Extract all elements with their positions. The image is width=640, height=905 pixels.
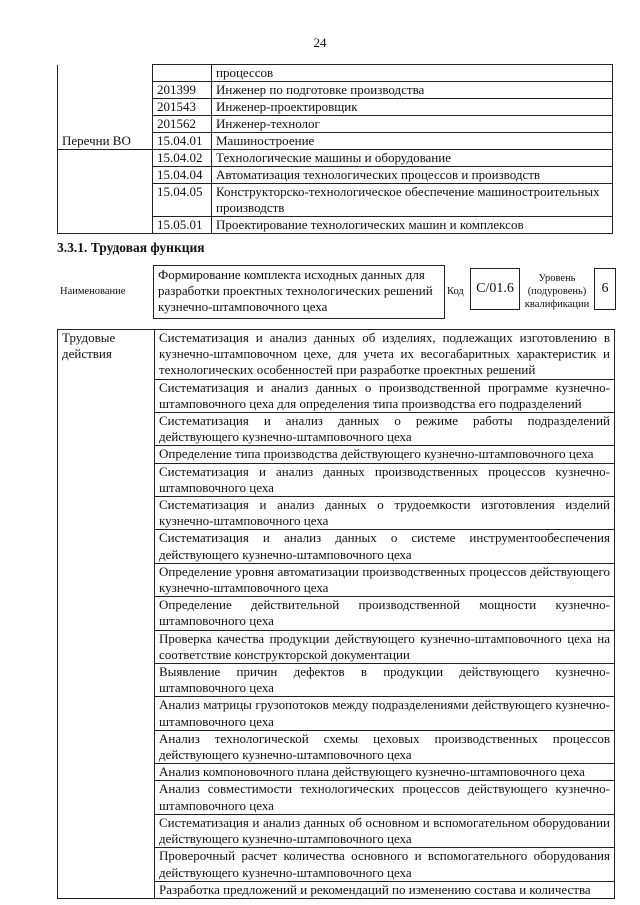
cell-code: [153, 65, 212, 82]
table-row: [58, 82, 613, 99]
cell-group: [58, 82, 153, 99]
action-text: Анализ компоновочного плана действующего кузнечно-штамповочного цеха: [155, 764, 615, 781]
cell-group: [58, 150, 153, 167]
labor-actions-table: [57, 329, 615, 899]
cell-name: Конструкторско-технологическое обеспечение машиностроительных производств: [212, 184, 613, 217]
table-row: [58, 184, 613, 217]
cell-name: Инженер-проектировщик: [212, 99, 613, 116]
table-row: [58, 150, 613, 167]
cell-code: 201562: [153, 116, 212, 133]
action-text: Анализ технологической схемы цеховых производственных процессов действующего кузнечно-штамповочного цеха: [155, 730, 615, 763]
cell-name: Автоматизация технологических процессов и производств: [212, 167, 613, 184]
action-text: Систематизация и анализ данных об изделиях, подлежащих изготовлению в кузнечно-штамповочном цехе, для учета их весогабаритных характеристик и технологических особенностей при разработке проектных решений: [155, 330, 615, 380]
cell-code: 15.05.01: [153, 217, 212, 234]
cell-code: 15.04.01: [153, 133, 212, 150]
cell-name: Проектирование технологических машин и комплексов: [212, 217, 613, 234]
action-text: Определение уровня автоматизации производственных процессов действующего кузнечно-штамповочного цеха: [155, 563, 615, 596]
page-number: 24: [313, 35, 327, 50]
action-text: Систематизация и анализ данных об основном и вспомогательном оборудовании действующего кузнечно-штамповочного цеха: [155, 814, 615, 847]
name-label: Наименование: [60, 286, 126, 297]
action-text: Систематизация и анализ данных о режиме работы подразделений действующего кузнечно-штамповочного цеха: [155, 413, 615, 446]
table-row: [58, 99, 613, 116]
action-text: Систематизация и анализ данных о производственной программе кузнечно-штамповочного цеха для определения типа производства его подразделений: [155, 379, 615, 412]
cell-code: 201543: [153, 99, 212, 116]
action-text: Выявление причин дефектов в продукции действующего кузнечно-штамповочного цеха: [155, 664, 615, 697]
cell-group: [58, 184, 153, 217]
cell-name: Машиностроение: [212, 133, 613, 150]
education-table: [57, 64, 613, 234]
cell-code: 201399: [153, 82, 212, 99]
qualification-level: 6: [594, 268, 616, 310]
cell-group: [58, 99, 153, 116]
action-text: Проверка качества продукции действующего кузнечно-штамповочного цеха на соответствие конструкторской документации: [155, 630, 615, 663]
action-text: Систематизация и анализ данных о трудоемкости изготовления изделий кузнечно-штамповочного цеха: [155, 497, 615, 530]
cell-name: процессов: [212, 65, 613, 82]
action-text: Систематизация и анализ данных производственных процессов кузнечно-штамповочного цеха: [155, 463, 615, 496]
action-text: Анализ матрицы грузопотоков между подразделениями действующего кузнечно-штамповочного цеха: [155, 697, 615, 730]
table-row: [58, 167, 613, 184]
action-text: Разработка предложений и рекомендаций по изменению состава и количества: [155, 881, 615, 898]
action-text: Анализ совместимости технологических процессов действующего кузнечно-штамповочного цеха: [155, 781, 615, 814]
function-name: Формирование комплекта исходных данных для разработки проектных технологических решений кузнечно-штамповочного цеха: [153, 265, 445, 319]
cell-group: [58, 65, 153, 82]
action-text: Определение типа производства действующего кузнечно-штамповочного цеха: [155, 446, 615, 463]
cell-code: 15.04.05: [153, 184, 212, 217]
cell-group: [58, 217, 153, 234]
table-row: [58, 133, 613, 150]
level-label: Уровень (подуровень) квалификации: [524, 273, 590, 310]
cell-code: 15.04.04: [153, 167, 212, 184]
cell-group: Перечни ВО: [58, 133, 153, 150]
cell-group: [58, 167, 153, 184]
function-code: C/01.6: [470, 268, 520, 310]
cell-name: Инженер-технолог: [212, 116, 613, 133]
cell-code: 15.04.02: [153, 150, 212, 167]
list-item: [58, 330, 615, 380]
action-text: Определение действительной производственной мощности кузнечно-штамповочного цеха: [155, 597, 615, 630]
actions-label: Трудовые действия: [58, 330, 155, 899]
table-row: [58, 217, 613, 234]
action-text: Систематизация и анализ данных о системе инструментообеспечения действующего кузнечно-штамповочного цеха: [155, 530, 615, 563]
action-text: Проверочный расчет количества основного и вспомогательного оборудования действующего кузнечно-штамповочного цеха: [155, 848, 615, 881]
table-row: [58, 116, 613, 133]
table-row: [58, 65, 613, 82]
cell-name: Технологические машины и оборудование: [212, 150, 613, 167]
section-title: 3.3.1. Трудовая функция: [57, 240, 205, 255]
cell-name: Инженер по подготовке производства: [212, 82, 613, 99]
cell-group: [58, 116, 153, 133]
code-label: Код: [447, 286, 464, 297]
